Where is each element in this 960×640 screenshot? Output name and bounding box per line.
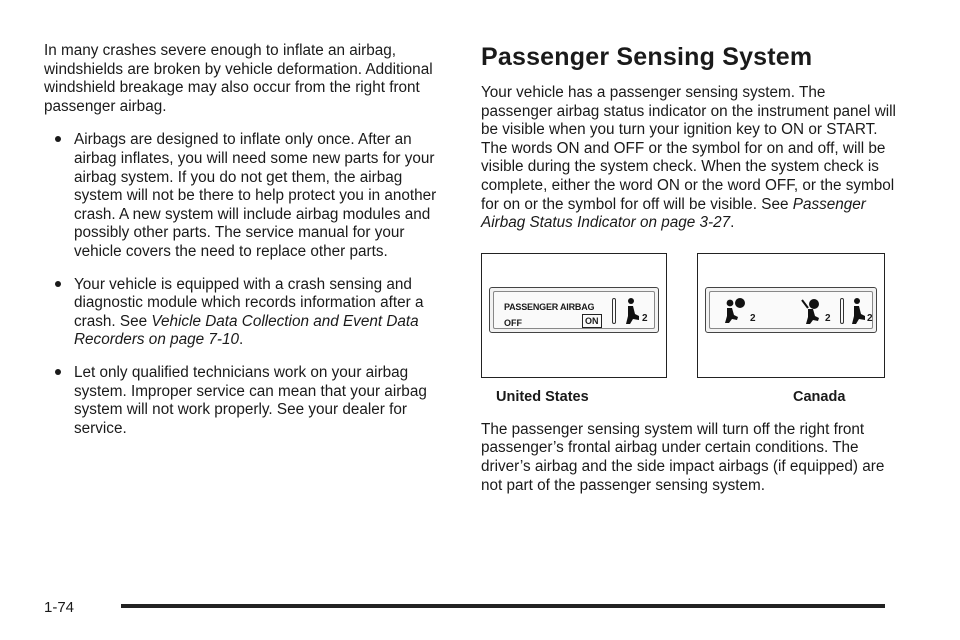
bullet-dot	[55, 281, 61, 287]
bullet-item	[44, 131, 438, 261]
canada-display-inner	[709, 291, 873, 329]
caption-united-states: United States	[496, 388, 589, 405]
us-indicator-panel	[481, 253, 667, 378]
cross-reference-link[interactable]: Passenger Airbag Status Indicator on page 3-27	[481, 195, 866, 232]
passenger-airbag-label: PASSENGER AIRBAG	[504, 301, 595, 312]
bullet-text: Your vehicle is equipped with a crash sensing and diagnostic module which records information after a crash. See	[74, 275, 424, 330]
seated-passenger-icon	[624, 297, 640, 325]
section-heading: Passenger Sensing System	[481, 43, 813, 71]
sensing-text: Your vehicle has a passenger sensing system. The passenger airbag status indicator on the instrument panel will be visible when you turn your ignition key to ON or START. The words ON and OFF or the symbol for on and off, will be visible during the system check. When the system check is complete, either the word ON or the word OFF, or the symbol for on or the symbol for off will be visible. See	[481, 84, 896, 213]
bullet-item	[44, 364, 438, 438]
bullet-text: Airbags are designed to inflate only once. After an airbag inflates, you will need some new parts for your airbag system. If you do not get them, the airbag system will not be there to help protect you in another crash. A new system will include airbag modules and possibly other parts. The service manual for your vehicle covers the need to replace other parts.	[74, 131, 437, 260]
intro-paragraph: In many crashes severe enough to inflate an airbag, windshields are broken by vehicle deformation. Additional windshield breakage may also occur from the right front passenger airbag.	[44, 42, 433, 115]
page-number: 1-74	[44, 599, 75, 616]
seated-passenger-icon	[850, 297, 866, 325]
bullet-dot	[55, 136, 61, 142]
seat-number: 2	[825, 312, 831, 324]
cross-reference-link[interactable]: Vehicle Data Collection and Event Data Recorders on page 7-10	[74, 312, 419, 349]
off-label: OFF	[504, 317, 522, 328]
caption-canada: Canada	[793, 388, 846, 405]
on-label: ON	[582, 314, 602, 328]
seat-number: 2	[867, 312, 873, 324]
right-column	[481, 42, 901, 495]
seat-number: 2	[750, 312, 756, 324]
conditions-paragraph: The passenger sensing system will turn off the right front passenger’s frontal airbag under certain conditions. The driver’s airbag and the side impact airbags (if equipped) are not part of the passenger sensing system.	[481, 420, 885, 494]
left-column	[44, 42, 438, 452]
bullet-list	[44, 131, 438, 438]
canada-indicator-panel	[697, 253, 885, 378]
bullet-item	[44, 276, 438, 350]
airbag-on-icon	[724, 298, 748, 324]
footer-rule	[121, 604, 885, 608]
bullet-text-end: .	[238, 331, 244, 349]
seat-number: 2	[642, 312, 648, 324]
bullet-text: Let only qualified technicians work on your airbag system. Improper service can mean that your airbag system will not work properly. See your dealer for service.	[74, 363, 427, 437]
indicator-divider	[840, 298, 844, 324]
canada-indicator-display	[705, 287, 877, 333]
us-indicator-display	[489, 287, 659, 333]
us-display-inner	[493, 291, 655, 329]
airbag-off-icon	[800, 298, 826, 324]
indicator-divider	[612, 298, 616, 324]
indicator-figure	[481, 253, 901, 421]
sensing-paragraph	[481, 84, 901, 233]
sensing-text-end: .	[730, 214, 735, 232]
bullet-dot	[55, 369, 61, 375]
